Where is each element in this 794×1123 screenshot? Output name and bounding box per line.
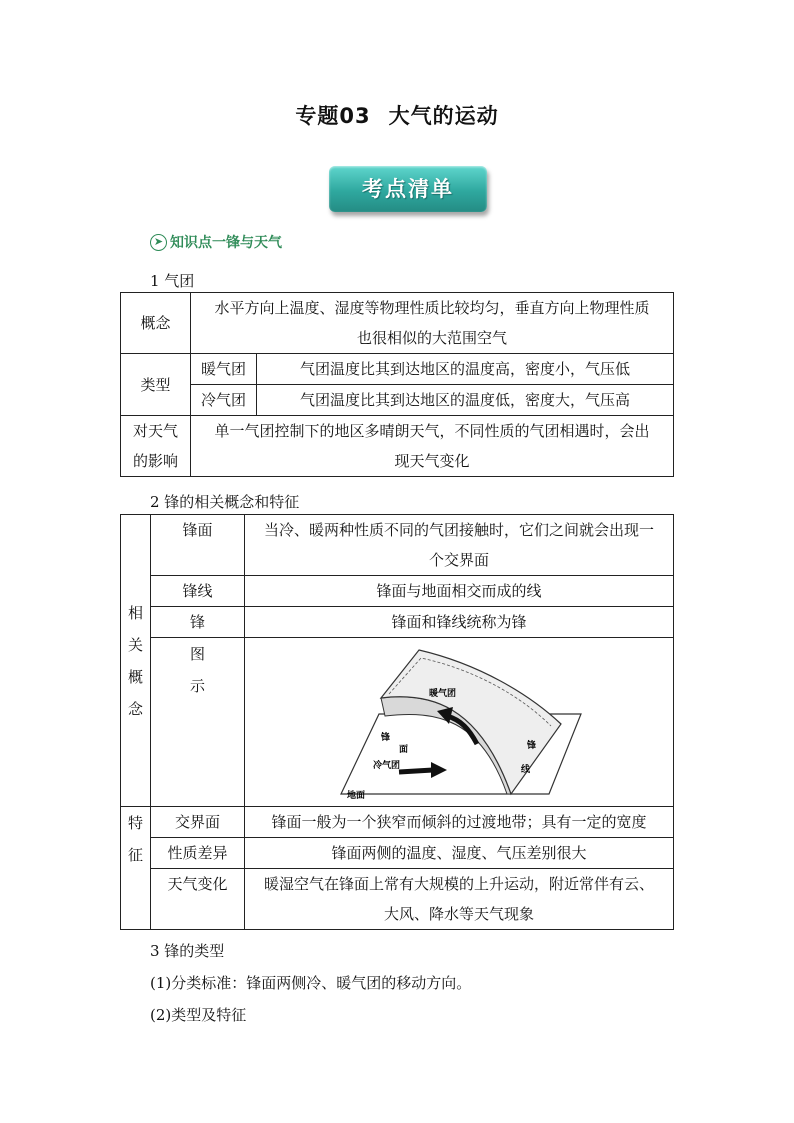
front-surface-line1: 当冷、暖两种性质不同的气团接触时，它们之间就会出现一 [263, 521, 654, 539]
table-row [121, 416, 674, 477]
warm-mass-label: 暖气团 [429, 689, 457, 699]
side-char: 概 [127, 667, 143, 686]
cold-air-mass-name: 冷气团 [191, 385, 257, 416]
cold-arrow-icon [399, 770, 433, 772]
weather-line2: 大风、降水等天气现象 [383, 905, 534, 923]
side-label-related [121, 515, 151, 807]
side-char: 特 [127, 814, 143, 832]
badge-label: 考点清单 [329, 166, 487, 212]
table-row [121, 638, 674, 807]
line-label-b: 线 [521, 765, 531, 775]
side-char: 征 [127, 846, 143, 864]
effect-label-line2: 的影响 [132, 452, 178, 470]
warm-air-mass-name: 暖气团 [191, 354, 257, 385]
side-char: 念 [127, 699, 143, 718]
table-row [121, 576, 674, 607]
difference-name: 性质差异 [151, 838, 245, 869]
table-row [121, 869, 674, 930]
front-table [120, 514, 674, 930]
title-text: 大气的运动 [388, 104, 499, 128]
section3-item1: (1)分类标准：锋面两侧冷、暖气团的移动方向。 [150, 974, 472, 992]
row-label-concept: 概念 [121, 293, 191, 354]
weather-name: 天气变化 [151, 869, 245, 930]
front-label-b: 面 [399, 745, 409, 755]
concept-line1: 水平方向上温度、湿度等物理性质比较均匀，垂直方向上物理性质 [214, 299, 650, 317]
title-prefix: 专题 [295, 104, 340, 128]
difference-desc: 锋面两侧的温度、湿度、气压差别很大 [245, 838, 674, 869]
effect-line2: 现天气变化 [394, 452, 470, 470]
circle-arrow-icon: ➤ [150, 234, 167, 251]
cold-air-mass-desc: 气团温度比其到达地区的温度低，密度大，气压高 [257, 385, 674, 416]
front-label-a: 锋 [381, 733, 391, 743]
ground-label: 地面 [347, 791, 366, 801]
front-surface-line2: 个交界面 [428, 551, 489, 569]
table-row [121, 354, 674, 385]
front-name: 锋 [151, 607, 245, 638]
front-desc: 锋面和锋线统称为锋 [245, 607, 674, 638]
side-label-features [121, 807, 151, 930]
side-char: 相 [127, 603, 143, 622]
table-row [121, 293, 674, 354]
air-mass-table [120, 292, 674, 477]
front-surface-name: 锋面 [151, 515, 245, 576]
front-line-desc: 锋面与地面相交而成的线 [245, 576, 674, 607]
line-label-a: 锋 [527, 741, 537, 751]
row-label-type: 类型 [121, 354, 191, 416]
side-char: 示 [189, 677, 205, 695]
weather-desc [245, 869, 674, 930]
front-diagram [329, 644, 589, 804]
cold-mass-label: 冷气团 [373, 761, 401, 771]
front-surface-desc [245, 515, 674, 576]
table-row [121, 838, 674, 869]
section2-heading: 2 锋的相关概念和特征 [150, 493, 300, 511]
table-row [121, 515, 674, 576]
side-char: 图 [189, 645, 205, 663]
page-title [0, 100, 794, 130]
title-number: 03 [339, 104, 371, 128]
weather-line1: 暖湿空气在锋面上常有大规模的上升运动，附近常伴有云、 [263, 875, 654, 893]
table-row [121, 385, 674, 416]
effect-line1: 单一气团控制下的地区多晴朗天气，不同性质的气团相遇时，会出 [214, 422, 650, 440]
interface-name: 交界面 [151, 807, 245, 838]
concept-line2: 也很相似的大范围空气 [356, 329, 507, 347]
section3-item2: (2)类型及特征 [150, 1006, 247, 1024]
row-label-effect [121, 416, 191, 477]
section-badge [327, 164, 491, 218]
effect-cell [191, 416, 674, 477]
diagram-cell [245, 638, 674, 807]
side-label-diagram [151, 638, 245, 807]
section1-heading: 1 气团 [150, 272, 195, 290]
interface-desc: 锋面一般为一个狭窄而倾斜的过渡地带；具有一定的宽度 [245, 807, 674, 838]
knowledge-point-heading [150, 232, 282, 252]
side-char: 关 [127, 635, 143, 654]
concept-cell [191, 293, 674, 354]
knowledge-point-label: 知识点一锋与天气 [170, 235, 282, 251]
table-row [121, 807, 674, 838]
table-row [121, 607, 674, 638]
section3-heading: 3 锋的类型 [150, 942, 225, 960]
front-line-name: 锋线 [151, 576, 245, 607]
effect-label-line1: 对天气 [132, 422, 178, 440]
warm-air-mass-desc: 气团温度比其到达地区的温度高，密度小，气压低 [257, 354, 674, 385]
